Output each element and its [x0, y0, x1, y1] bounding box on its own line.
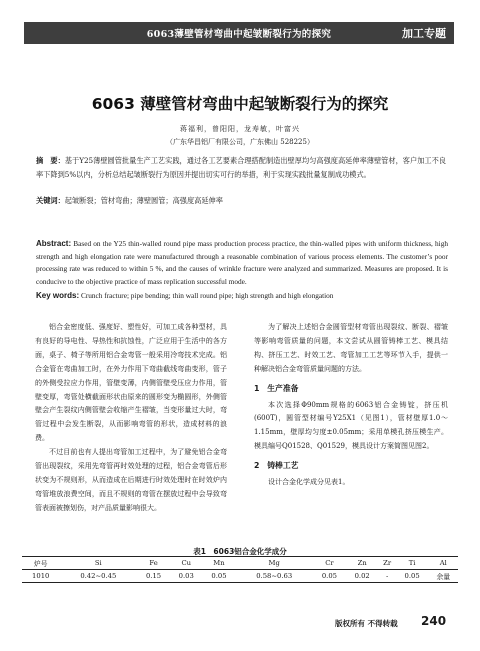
- table-header-cell: Mg: [268, 559, 280, 567]
- abstract-en: [36, 238, 448, 288]
- table-cell: 0.03: [178, 572, 194, 580]
- table-header-cell: Fe: [149, 559, 158, 567]
- table-header-cell: Al: [439, 559, 447, 567]
- table-cell: 0.05: [211, 572, 227, 580]
- keywords-en-text: Crunch fracture; pipe bending; thin wall round pipe; high strength and high elongation: [80, 291, 334, 300]
- abstract-cn-label: 摘 要：: [36, 156, 65, 165]
- abstract-en-label: Abstract:: [36, 239, 72, 248]
- keywords-en-label: Key words:: [36, 291, 80, 300]
- table-cell: 1010: [32, 572, 50, 580]
- body-paragraph: 为了解决上述铝合金圆管型材弯管出现裂纹、断裂、褶皱等影响弯管质量的问题，本文尝试从圆管铸棒工艺、模具结构、挤压工艺、时效工艺、弯管加工工艺等环节入手，提供一种解决铝合金弯管质量问题的方法。: [254, 323, 448, 373]
- article-affiliation: （广东华昌铝厂有限公司，广东佛山 528225）: [166, 138, 314, 146]
- keywords-cn-text: 起皱断裂；管材弯曲；薄壁圆管；高强度高延伸率: [64, 196, 223, 205]
- running-title: 6063薄壁管材弯曲中起皱断裂行为的探究: [146, 29, 332, 40]
- page-number: 240: [421, 614, 447, 628]
- table-header-cell: Zn: [357, 559, 367, 567]
- table-cell: 0.58~0.63: [256, 572, 293, 580]
- abstract-en-text: Based on the Y25 thin-walled round pipe mass production process practice, the thin-walled pipes with uniform thickness, high strength and high elongation rate were manufactured through a reasonable combination of various process elements. The customer’s poor processing rate was reduced to within 5 %, and the causes of wrinkle fracture were analyzed and summarized. Measures are proposed. It is conducive to the objective practice of mass replication successful mode.: [36, 239, 448, 286]
- body-paragraph: 本次选择Φ90mm规格的6063铝合金铸锭，挤压机(600T)，圆管型材编号Y25X1（见图1），管材壁厚1.0～1.15mm，壁厚均匀度±0.05mm；采用单模孔挤压模生产。模具编号Q01528、Q01529，模具设计方案简图见图2。: [254, 400, 448, 451]
- table-cell: 0.15: [145, 572, 162, 580]
- table-row: [22, 570, 458, 583]
- composition-table: [22, 556, 458, 583]
- body-column-left: [35, 321, 227, 516]
- table-header-cell: 炉号: [33, 560, 48, 568]
- table-cell: 0.42~0.45: [80, 572, 117, 580]
- table-cell: 余量: [436, 573, 451, 581]
- abstract-cn: [36, 154, 446, 181]
- table-cell: -: [385, 572, 389, 580]
- table-caption: 表1 6063铝合金化学成分: [193, 547, 287, 556]
- table-header-cell: Si: [94, 559, 102, 567]
- table-header-cell: Mn: [213, 559, 225, 567]
- table-header-cell: Zr: [383, 559, 392, 567]
- table-cell: 0.02: [354, 572, 370, 580]
- running-header: [24, 22, 454, 44]
- body-paragraph: 设计合金化学成分见表1。: [268, 478, 350, 487]
- keywords-cn: [36, 196, 446, 206]
- table-cell: 0.05: [321, 572, 337, 580]
- section-heading-2: 2 铸棒工艺: [254, 461, 299, 471]
- table-header-cell: Ti: [408, 559, 416, 567]
- copyright-note: 版权所有 不得转载: [335, 619, 398, 628]
- abstract-cn-text: 基于Y25薄壁圆管批量生产工艺实践，通过各工艺要素合理搭配制造出壁厚均匀高强度高延伸率薄壁管材，客户加工不良率下降到5%以内，分析总结起皱断裂行为原因并提出切实可行的举措，利于实现实践批量复制成功模式。: [36, 156, 446, 179]
- keywords-cn-label: 关键词：: [36, 196, 65, 205]
- section-heading-1: 1 生产准备: [254, 383, 299, 393]
- table-header-cell: Cr: [325, 559, 334, 567]
- article-title: 6063 薄壁管材弯曲中起皱断裂行为的探究: [91, 95, 389, 113]
- keywords-en: [36, 291, 448, 300]
- body-column-right: [254, 321, 448, 490]
- section-label: 加工专题: [402, 27, 446, 40]
- article-authors: 蒋福利，曾阳阳，龙寿敏，叶富兴: [180, 125, 300, 133]
- body-paragraph: 不过目前也有人提出弯管加工过程中，为了避免铝合金弯管出现裂纹，采用先弯管再时效处理的过程，铝合金弯管后形状变为不规则形，从而造成在后期进行时效处理时在时效炉内弯管堆放浪费空间，而且不规则的弯管在摆放过程中会导致弯管表面被擦划伤，对产品质量影响很大。: [35, 448, 227, 512]
- table-header-cell: Cu: [181, 559, 192, 567]
- body-paragraph: 铝合金密度低、强度好、塑性好，可加工成各种型材，具有良好的导电性、导热性和抗蚀性，广泛应用于生活中的各方面，桌子、椅子等所用铝合金弯管一般采用冷弯技术完成。铝合金管在弯曲加工时，在外力作用下弯曲截线弯曲变形，管子的外侧受拉应力作用，管壁变薄，内侧管壁受压应力作用，管壁变厚，弯管处横截面形状由原来的圆形变为椭圆形，外侧管壁会产生裂纹内侧管壁会收缩产生褶皱，当变形量过大时，弯管过程中会发生断裂，从而影响弯管的形状，造成材料的浪费。: [35, 323, 227, 443]
- table-cell: 0.05: [404, 572, 420, 580]
- table-header-row: [22, 557, 458, 570]
